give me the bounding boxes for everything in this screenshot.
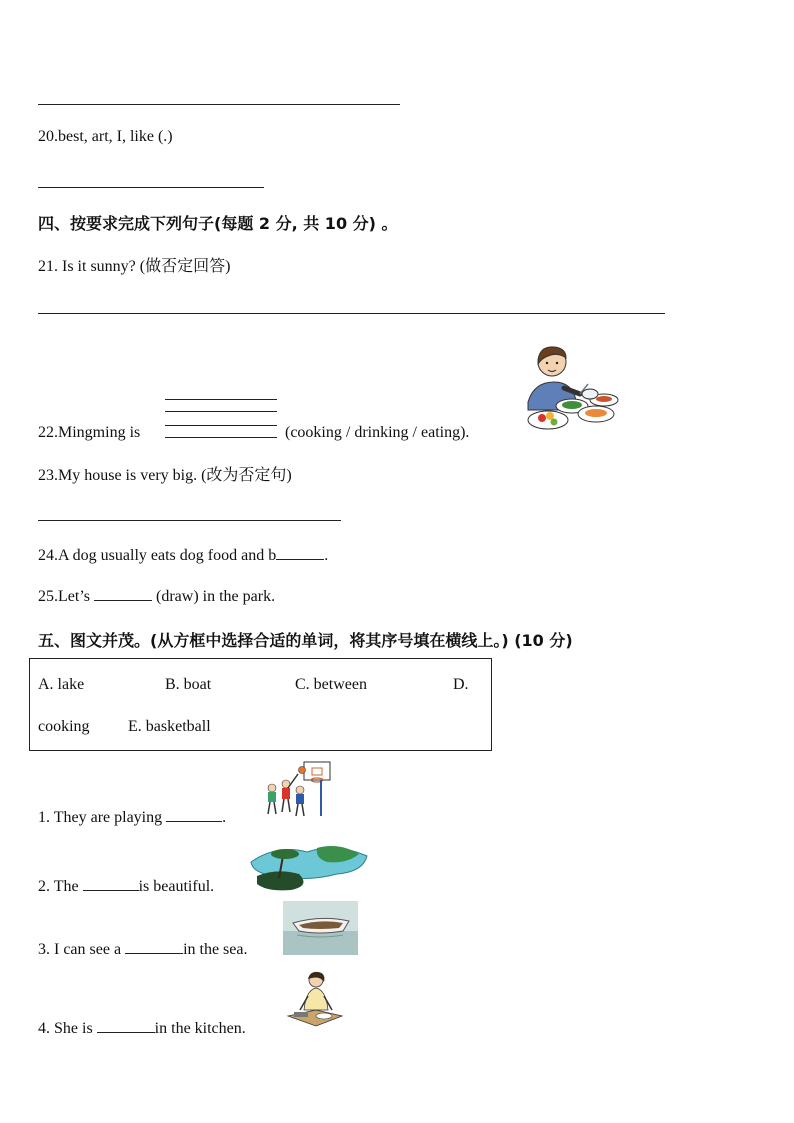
question-21-text: 21. Is it sunny? (做否定回答) [38,258,231,275]
picture-question-2: 2. The is beautiful. [38,878,215,895]
section-4-heading: 四、按要求完成下列句子(每题 2 分, 共 10 分) 。 [38,214,398,233]
question-22-options: (cooking / drinking / eating). [285,424,470,441]
picture-question-3: 3. I can see a in the sea. [38,941,248,958]
boat-picture [283,901,358,955]
question-25-suffix: (draw) in the park. [156,588,276,605]
answer-line-23 [38,520,341,521]
answer-line-22b [165,411,277,412]
question-20 [38,128,173,146]
answer-line-22d [165,437,277,438]
basketball-picture [258,760,334,826]
question-21 [38,253,230,276]
word-c: C. between [295,676,367,693]
question-24-prefix: 24.A dog usually eats dog food and b [38,547,277,564]
question-22-prefix: 22.Mingming is [38,424,141,441]
answer-line-20 [38,187,264,188]
word-e: E. basketball [128,718,211,735]
word-box [29,658,492,751]
answer-line-19 [38,104,400,105]
answer-line-21 [38,313,665,314]
question-23-text: 23.My house is very big. (改为否定句) [38,467,292,484]
question-25 [38,586,275,606]
blank-p4[interactable] [97,1018,155,1033]
blank-24[interactable] [276,545,324,560]
picture-question-4: 4. She is in the kitchen. [38,1020,246,1037]
question-22 [38,424,140,442]
question-24-suffix: . [324,547,329,564]
answer-line-22a [165,399,277,400]
word-b: B. boat [165,676,212,693]
girl-cooking-picture [286,970,344,1032]
blank-p1[interactable] [166,807,222,822]
question-23 [38,462,292,485]
question-25-prefix: 25.Let’s [38,588,90,605]
picture-question-1: 1. They are playing . [38,809,227,826]
blank-25[interactable] [94,586,152,601]
question-24 [38,545,328,565]
word-d: D. [453,676,469,693]
blank-p2[interactable] [83,876,139,891]
blank-p3[interactable] [125,939,183,954]
section-5-heading: 五、图文并茂。(从方框中选择合适的单词，将其序号填在横线上。) (10 分) [38,631,573,650]
lake-picture [247,842,371,892]
question-20-text: 20.best, art, I, like (.) [38,128,173,145]
boy-eating-picture [514,342,622,434]
word-d-continued: cooking [38,718,90,735]
answer-line-22c [165,425,277,426]
word-a: A. lake [38,676,85,693]
